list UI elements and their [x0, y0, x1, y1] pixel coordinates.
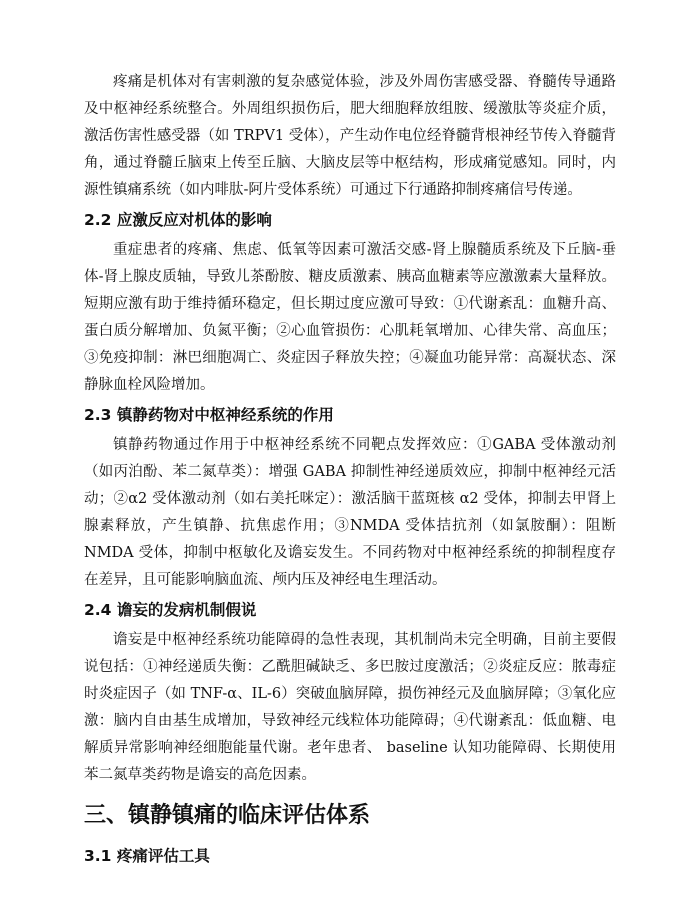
- paragraph-delirium-hypotheses: 谵妄是中枢神经系统功能障碍的急性表现，其机制尚未完全明确，目前主要假说包括：①神经递质失衡：乙酰胆碱缺乏、多巴胺过度激活；②炎症反应：脓毒症时炎症因子（如 TNF-α、IL-6）突破血脑屏障，损伤神经元及血脑屏障；③氧化应激：脑内自由基生成增加，导致神经元线粒体功能障碍；④代谢紊乱：低血糖、电解质异常影响神经细胞能量代谢。老年患者、 baseline 认知功能障碍、长期使用苯二氮草类药物是谵妄的高危因素。: [84, 632, 616, 783]
- section-heading-3: 三、镇静镇痛的临床评估体系: [84, 803, 371, 828]
- heading-2-2: 2.2 应激反应对机体的影响: [84, 211, 272, 229]
- heading-2-4: 2.4 谵妄的发病机制假说: [84, 601, 257, 619]
- paragraph-sedative-effects: 镇静药物通过作用于中枢神经系统不同靶点发挥效应：①GABA 受体激动剂（如丙泊酚、苯二氮草类）：增强 GABA 抑制性神经递质效应，抑制中枢神经元活动；②α2 受体激动剂（如右美托咪定）：激活脑干蓝斑核 α2 受体，抑制去甲肾上腺素释放，产生镇静、抗焦虑作用；③NMDA 受体拮抗剂（如氯胺酮）：阻断 NMDA 受体，抑制中枢敏化及谵妄发生。不同药物对中枢神经系统的抑制程度存在差异，且可能影响脑血流、颅内压及神经电生理活动。: [84, 437, 616, 588]
- paragraph-pain-mechanism: 疼痛是机体对有害刺激的复杂感觉体验，涉及外周伤害感受器、脊髓传导通路及中枢神经系统整合。外周组织损伤后，肥大细胞释放组胺、缓激肽等炎症介质，激活伤害性感受器（如 TRPV1 受体），产生动作电位经脊髓背根神经节传入脊髓背角，通过脊髓丘脑束上传至丘脑、大脑皮层等中枢结构，形成痛觉感知。同时，内源性镇痛系统（如内啡肽-阿片受体系统）可通过下行通路抑制疼痛信号传递。: [84, 74, 616, 198]
- paragraph-stress-response: 重症患者的疼痛、焦虑、低氧等因素可激活交感-肾上腺髓质系统及下丘脑-垂体-肾上腺皮质轴，导致儿茶酚胺、糖皮质激素、胰高血糖素等应激激素大量释放。短期应激有助于维持循环稳定，但长期过度应激可导致：①代谢紊乱：血糖升高、蛋白质分解增加、负氮平衡；②心血管损伤：心肌耗氧增加、心律失常、高血压；③免疫抑制：淋巴细胞凋亡、炎症因子释放失控；④凝血功能异常：高凝状态、深静脉血栓风险增加。: [84, 242, 616, 393]
- heading-3-1: 3.1 疼痛评估工具: [84, 847, 210, 865]
- heading-2-3: 2.3 镇静药物对中枢神经系统的作用: [84, 406, 334, 424]
